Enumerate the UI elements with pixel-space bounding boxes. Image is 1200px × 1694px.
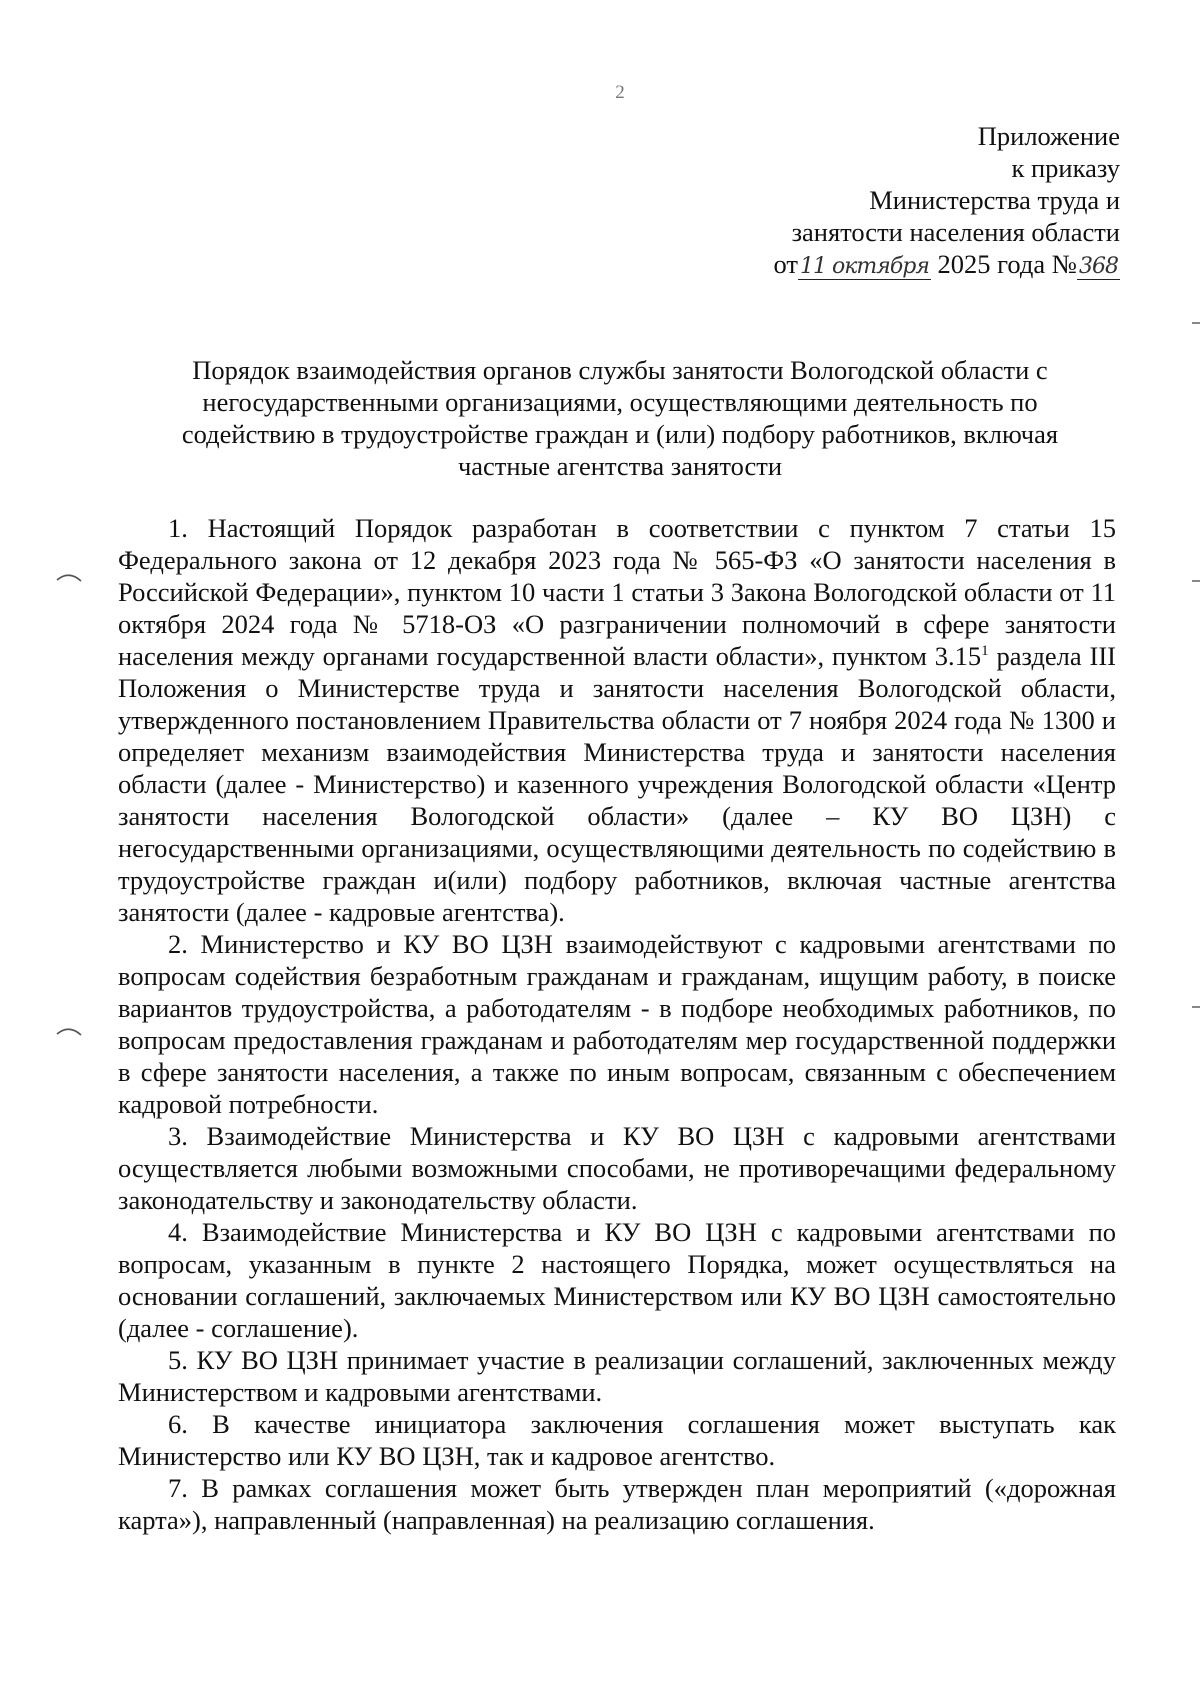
title-line: частные агентства занятости	[457, 451, 783, 481]
appendix-order-ref: к приказу	[1011, 153, 1120, 183]
clause-1	[118, 512, 1116, 928]
scan-margin-mark	[56, 572, 82, 586]
handwritten-date: 11 октября	[800, 254, 929, 279]
appendix-header	[774, 120, 1120, 283]
clause-7	[118, 1472, 1116, 1536]
date-year: 2025 года №	[937, 249, 1077, 279]
appendix-ministry-cont: занятости населения области	[791, 217, 1120, 247]
clause-text: 6. В качестве инициатора заключения соглашения может выступать как Министерство или КУ ВО ЦЗН, так и кадровое агентство.	[118, 1409, 1116, 1471]
appendix-date-line	[774, 248, 1120, 283]
clause-5	[118, 1344, 1116, 1408]
clause-6	[118, 1408, 1116, 1472]
clause-text: 4. Взаимодействие Министерства и КУ ВО ЦЗН с кадровыми агентствами по вопросам, указанным в пункте 2 настоящего Порядка, может осуществляться на основании соглашений, заключаемых Министерством или КУ ВО ЦЗН самостоятельно (далее - соглашение).	[118, 1217, 1116, 1343]
scan-edge-mark	[1192, 580, 1200, 582]
scan-edge-mark	[1192, 322, 1200, 324]
clause-text: 2. Министерство и КУ ВО ЦЗН взаимодействуют с кадровыми агентствами по вопросам содействия безработным гражданам и гражданам, ищущим работу, в поиске вариантов трудоустройства, а работодателям - в подборе необходимых работников, по вопросам предоставления гражданам и работодателям мер государственной поддержки в сфере занятости населения, а также по иным вопросам, связанным с обеспечением кадровой потребности.	[118, 929, 1116, 1119]
title-line: Порядок взаимодействия органов службы занятости Вологодской области с	[192, 355, 1048, 385]
clause-text: 5. КУ ВО ЦЗН принимает участие в реализации соглашений, заключенных между Министерством и кадровыми агентствами.	[118, 1345, 1116, 1407]
clause-text: 3. Взаимодействие Министерства и КУ ВО ЦЗН с кадровыми агентствами осуществляется любыми возможными способами, не противоречащими федеральному законодательству и законодательству области.	[118, 1121, 1116, 1215]
clause-4	[118, 1216, 1116, 1344]
clause-text: 7. В рамках соглашения может быть утвержден план мероприятий («дорожная карта»), направленный (направленная) на реализацию соглашения.	[118, 1473, 1116, 1535]
title-line: негосударственными организациями, осуществляющими деятельность по	[202, 387, 1038, 417]
clause-text: 1. Настоящий Порядок разработан в соответствии с пунктом 7 статьи 15 Федерального закона от 12 декабря 2023 года № 565-ФЗ «О занятости населения в Российской Федерации», пунктом 10 части 1 статьи 3 Закона Вологодской области от 11 октября 2024 года № 5718-ОЗ «О разграничении полномочий в сфере занятости населения между органами государственной власти области», пунктом 3.15	[118, 513, 1116, 671]
appendix-ministry: Министерства труда и	[869, 185, 1120, 215]
title-line: содействию в трудоустройстве граждан и (или) подбору работников, включая	[181, 419, 1059, 449]
page-number: 2	[615, 82, 625, 103]
scan-margin-mark	[56, 1026, 82, 1040]
superscript: 1	[981, 643, 989, 660]
document-title	[140, 354, 1100, 482]
handwritten-number: 368	[1079, 254, 1118, 279]
document-body	[118, 512, 1116, 1536]
scan-edge-mark	[1192, 1006, 1200, 1008]
clause-3	[118, 1120, 1116, 1216]
date-prefix: от	[773, 249, 799, 279]
clause-text-cont: раздела III Положения о Министерстве труда и занятости населения Вологодской области, утвержденного постановлением Правительства области от 7 ноября 2024 года № 1300 и определяет механизм взаимодействия Министерства труда и занятости населения области (далее - Министерство) и казенного учреждения Вологодской области «Центр занятости населения Вологодской области» (далее – КУ ВО ЦЗН) с негосударственными организациями, осуществляющими деятельность по содействию в трудоустройстве граждан и(или) подбору работников, включая частные агентства занятости (далее - кадровые агентства).	[118, 641, 1116, 927]
appendix-label: Приложение	[977, 121, 1120, 151]
clause-2	[118, 928, 1116, 1120]
